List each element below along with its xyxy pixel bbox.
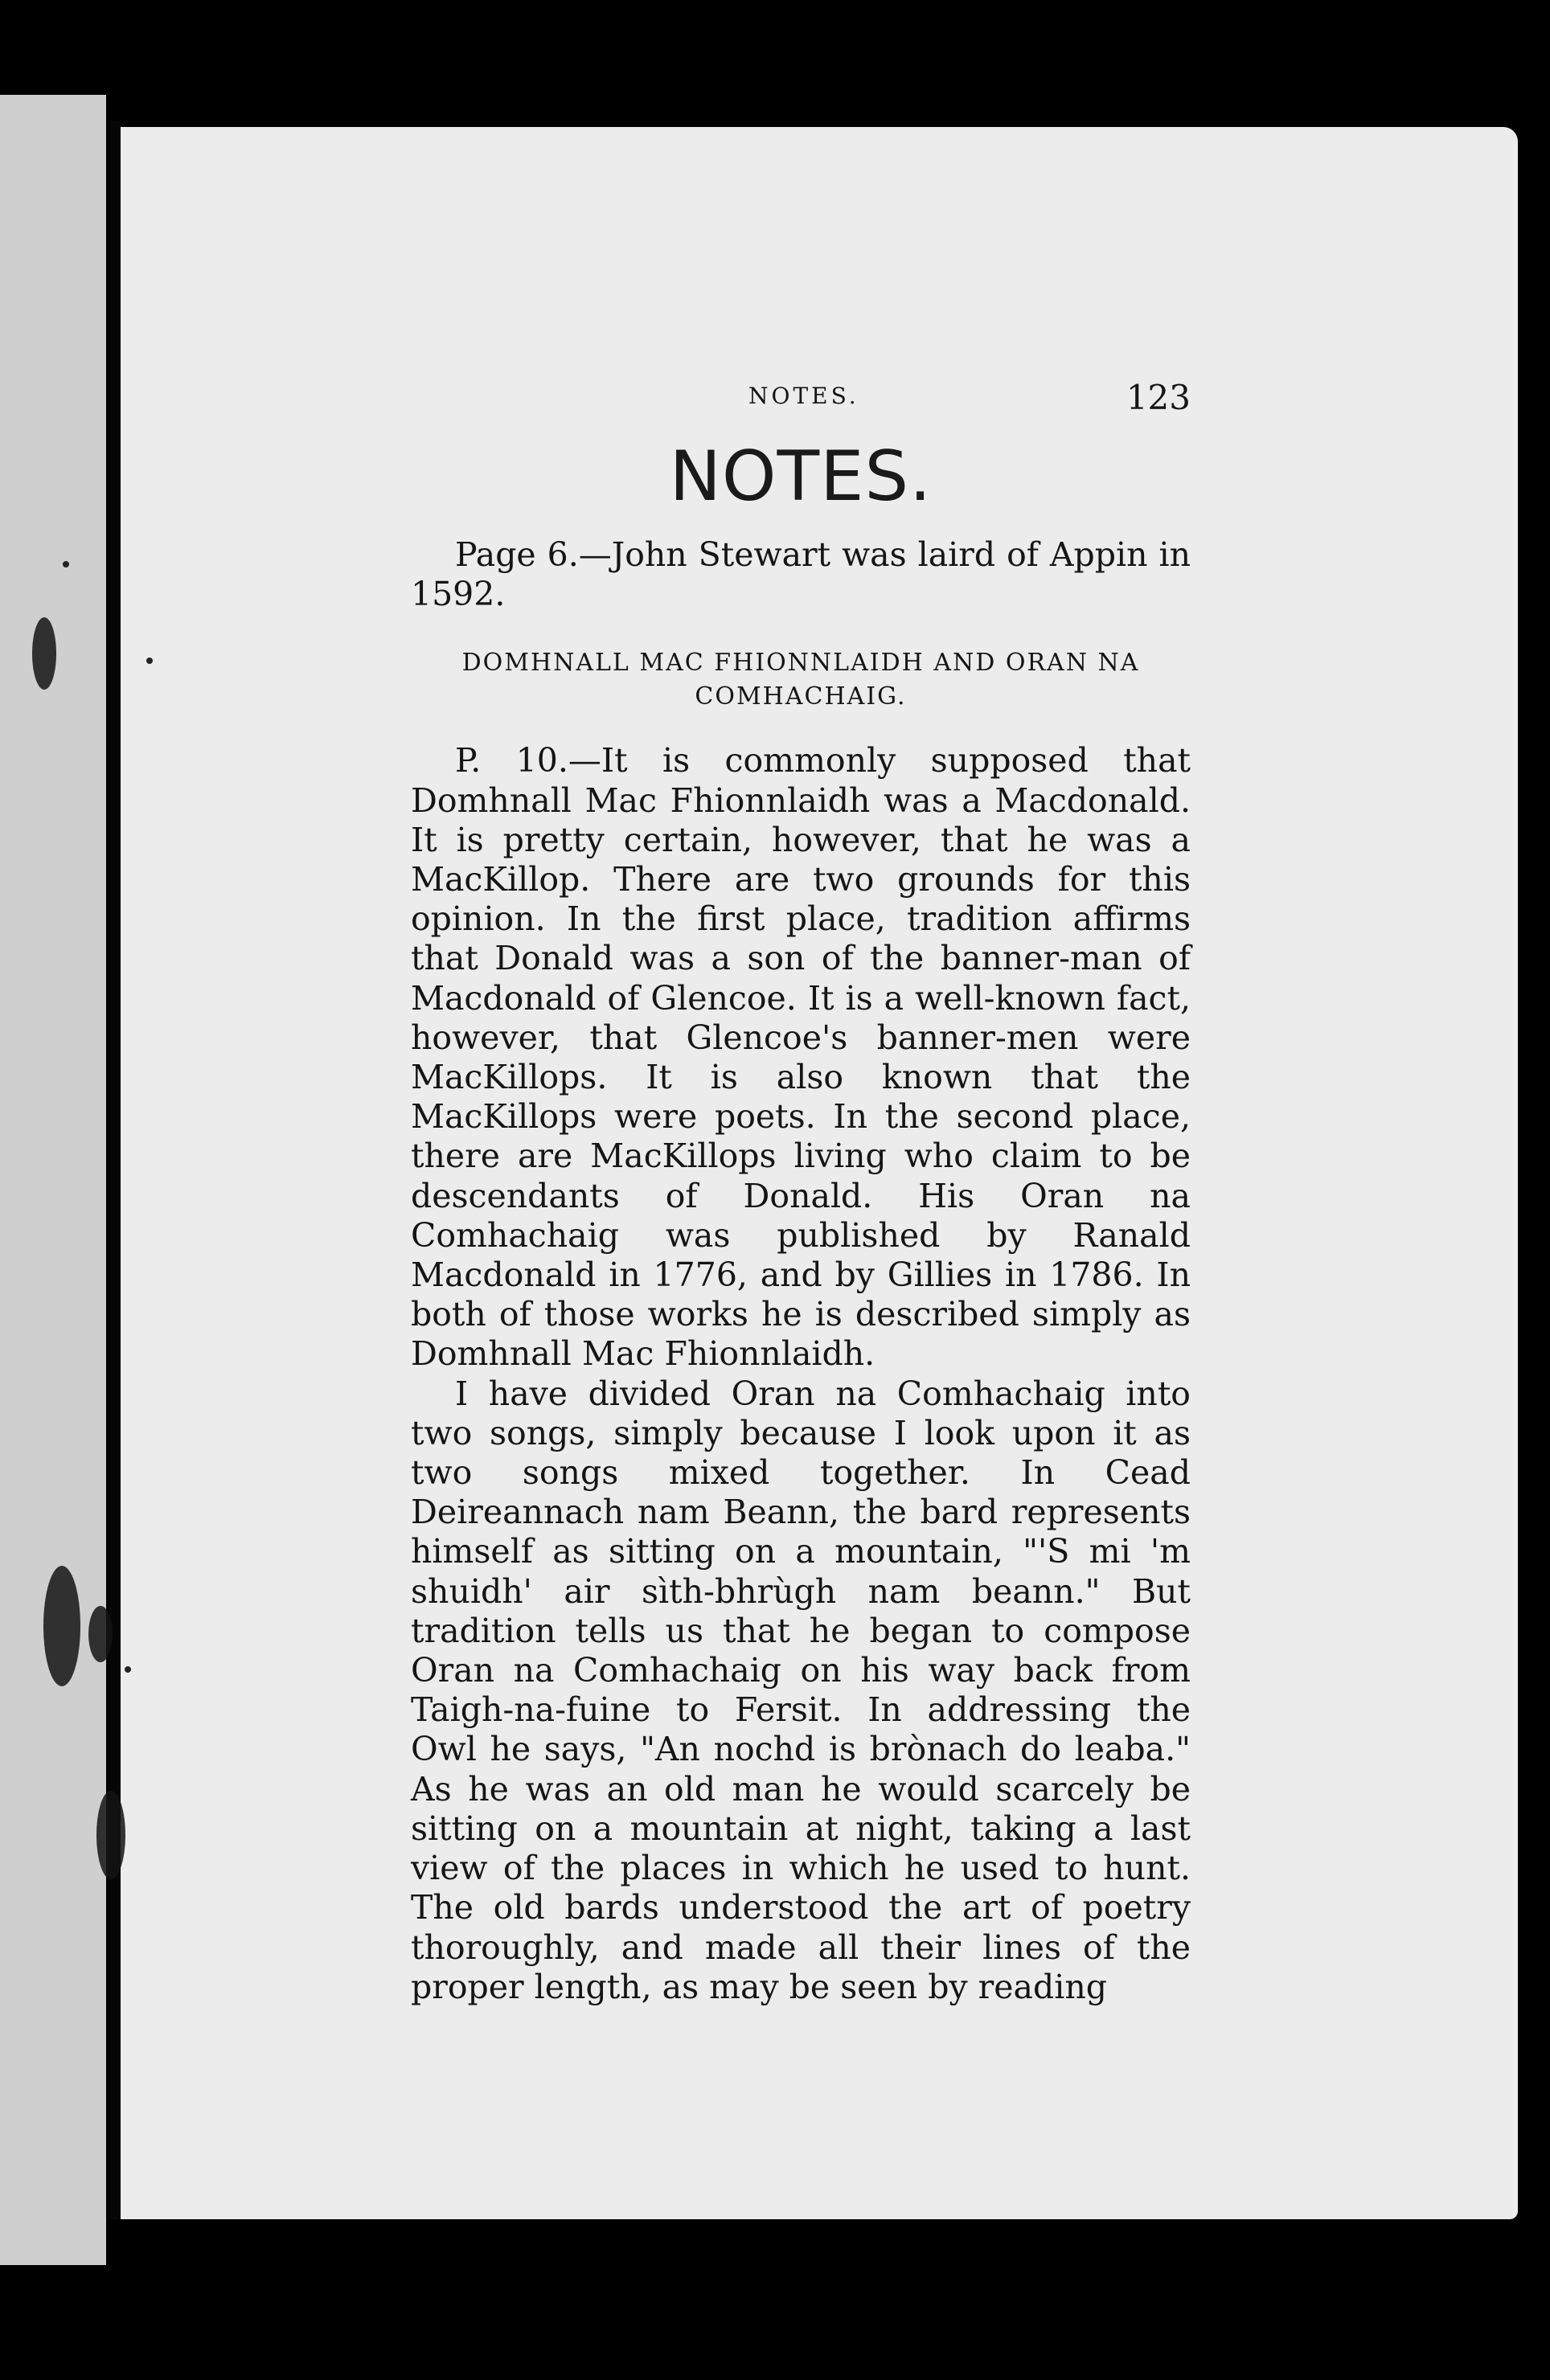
page-heading: NOTES. xyxy=(669,436,933,517)
note-page-6: Page 6.—John Stewart was laird of Appin in 1592. xyxy=(411,535,1191,614)
page-number: 123 xyxy=(1126,378,1191,417)
page-spine xyxy=(109,121,121,2219)
paragraph-2: I have divided Oran na Comhachaig into two songs, simply because I look upon it as two songs mixed together. In Cead Deireannach nam Beann, the bard represents himself as sitting on a mountain, "'S mi 'm shuidh' air sìth-bhrùgh nam beann." But tradition tells us that he began to compose Oran na Comhachaig on his way back from Taigh-na-fuine to Fersit. In addressing the Owl he says, "An nochd is brònach do leaba." As he was an old man he would scarcely be sitting on a mountain at night, taking a last view of the places in which he used to hunt. The old bards understood the art of poetry thoroughly, and made all their lines of the proper length, as may be seen by reading xyxy=(411,1374,1191,2006)
ink-smudge xyxy=(96,1791,125,1879)
ink-smudge xyxy=(32,617,56,690)
paragraph-1: P. 10.—It is commonly supposed that Domhnall Mac Fhionnlaidh was a Macdonald. It is pretty certain, however, that he was a MacKillop. There are two grounds for this opinion. In the first place, tradition affirms that Donald was a son of the banner-man of Macdonald of Glencoe. It is a well-known fact, however, that Glencoe's banner-men were MacKillops. It is also known that the MacKillops were poets. In the second place, there are MacKillops living who claim to be descendants of Donald. His Oran na Comhachaig was published by Ranald Macdonald in 1776, and by Gillies in 1786. In both of those works he is described simply as Domhnall Mac Fhionnlaidh. xyxy=(411,741,1191,1374)
ink-fleck xyxy=(146,657,153,664)
running-title: NOTES. xyxy=(748,383,859,409)
ink-fleck xyxy=(125,1666,131,1673)
running-head xyxy=(411,378,1191,418)
ink-smudge xyxy=(43,1566,80,1686)
left-page-edge xyxy=(0,95,106,2265)
ink-fleck xyxy=(63,561,69,567)
text-block xyxy=(411,378,1191,2007)
section-heading: DOMHNALL MAC FHIONNLAIDH AND ORAN NA COMHACHAIG. xyxy=(461,649,1140,711)
ink-smudge xyxy=(88,1606,113,1662)
